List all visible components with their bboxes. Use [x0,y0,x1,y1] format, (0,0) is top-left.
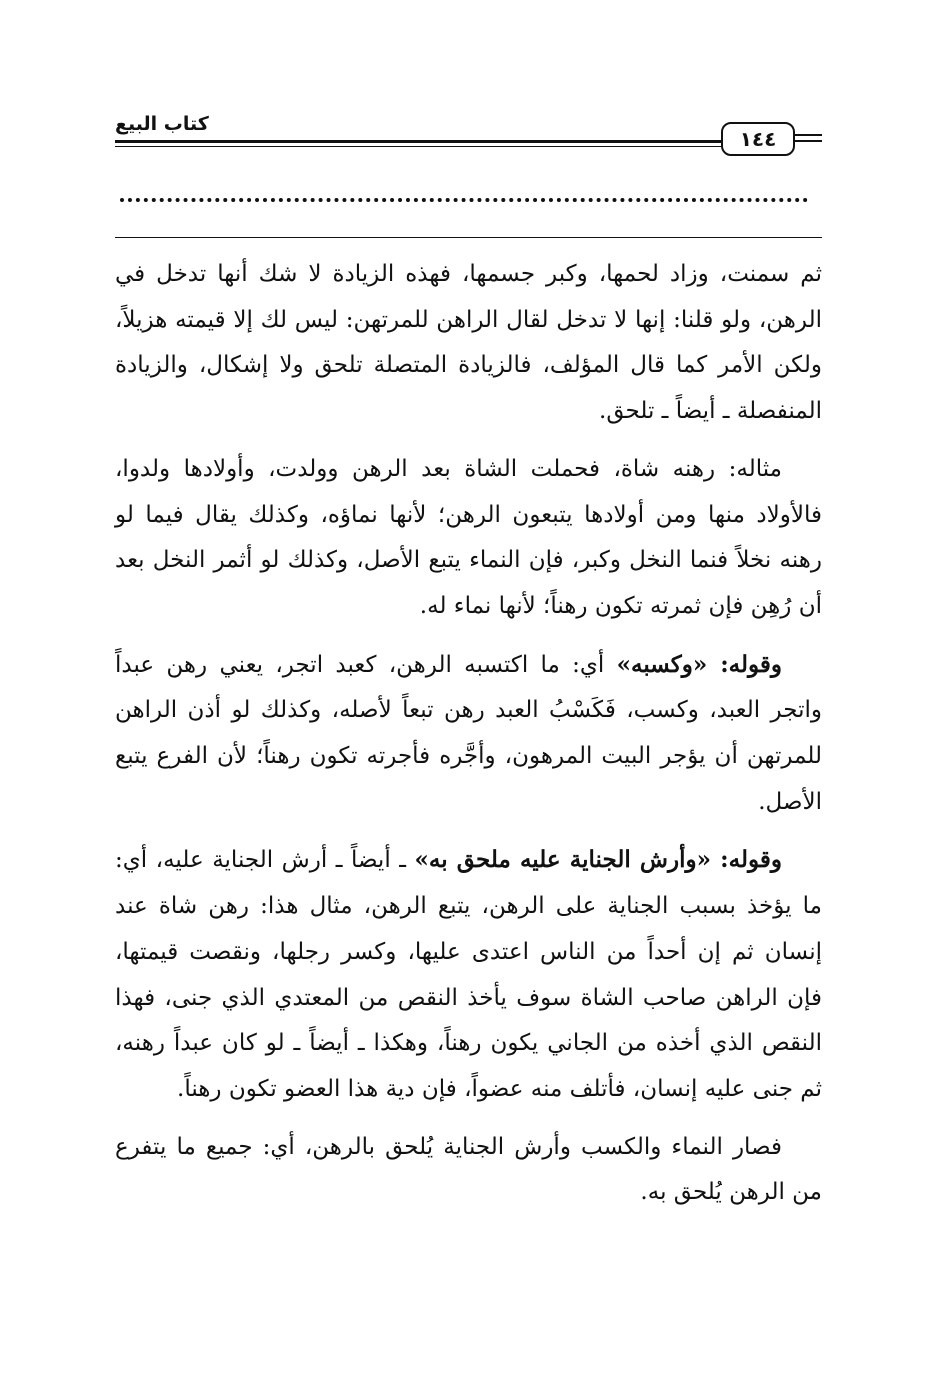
paragraph-2: مثاله: رهنه شاة، فحملت الشاة بعد الرهن وولدت، وأولادها ولدوا، فالأولاد منها ومن أولادها يتبعون الرهن؛ لأنها نماؤه، وكذلك يقال فيما لو رهنه نخلاً فنما النخل وكبر، فإن النماء يتبع الأصل، وكذلك لو أثمر النخل بعد أن رُهِن فإن ثمرته تكون رهناً؛ لأنها نماء له. [115,455,822,619]
page-header [115,112,822,152]
header-rule [115,140,723,143]
header-rule-thin [115,146,723,147]
header-right-rule [795,134,822,136]
page-body [115,252,822,1228]
paragraph-3 [115,642,822,826]
paragraph-3-text: أي: ما اكتسبه الرهن، كعبد اتجر، يعني رهن عبداً واتجر العبد، وكسب، فَكَسْبُ العبد رهن تبعاً لأصله، وكذلك لو أذن الراهن للمرتهن أن يؤجر البيت المرهون، وأجَّره فأجرته تكون رهناً؛ لأن الفرع يتبع الأصل. [115,651,822,815]
paragraph-4 [115,837,822,1112]
book-title: كتاب البيع [115,113,209,135]
header-right-rule-2 [795,140,822,142]
paragraph-5: فصار النماء والكسب وأرش الجناية يُلحق بالرهن، أي: جميع ما يتفرع من الرهن يُلحق به. [115,1133,822,1206]
quote-label-kasbuh: وقوله: «وكسبه» [616,650,783,678]
page-number: ١٤٤ [721,122,795,156]
quote-label-arsh: وقوله: «وأرش الجناية عليه ملحق به» [414,846,782,874]
dotted-separator [120,198,808,202]
paragraph-4-text: ـ أيضاً ـ أرش الجناية عليه، أي: ما يؤخذ بسبب الجناية على الرهن، يتبع الرهن، مثال هذا: رهن شاة عند إنسان ثم إن أحداً من الناس اعتدى عليها، وكسر رجلها، ونقصت قيمتها، فإن الراهن صاحب الشاة سوف يأخذ النقص من المعتدي الذي جنى، فهذا النقص الذي أخذه من الجاني يكون رهناً، وهكذا ـ أيضاً ـ لو كان عبداً رهنه، ثم جنى عليه إنسان، فأتلف منه عضواً، فإن دية هذا العضو تكون رهناً. [115,847,822,1102]
content-separator [115,237,822,238]
paragraph-1: ثم سمنت، وزاد لحمها، وكبر جسمها، فهذه الزيادة لا شك أنها تدخل في الرهن، ولو قلنا: إنها لا تدخل لقال الراهن للمرتهن: ليس لك إلا قيمته هزيلاً، ولكن الأمر كما قال المؤلف، فالزيادة المتصلة تلحق ولا إشكال، والزيادة المنفصلة ـ أيضاً ـ تلحق. [115,261,822,425]
